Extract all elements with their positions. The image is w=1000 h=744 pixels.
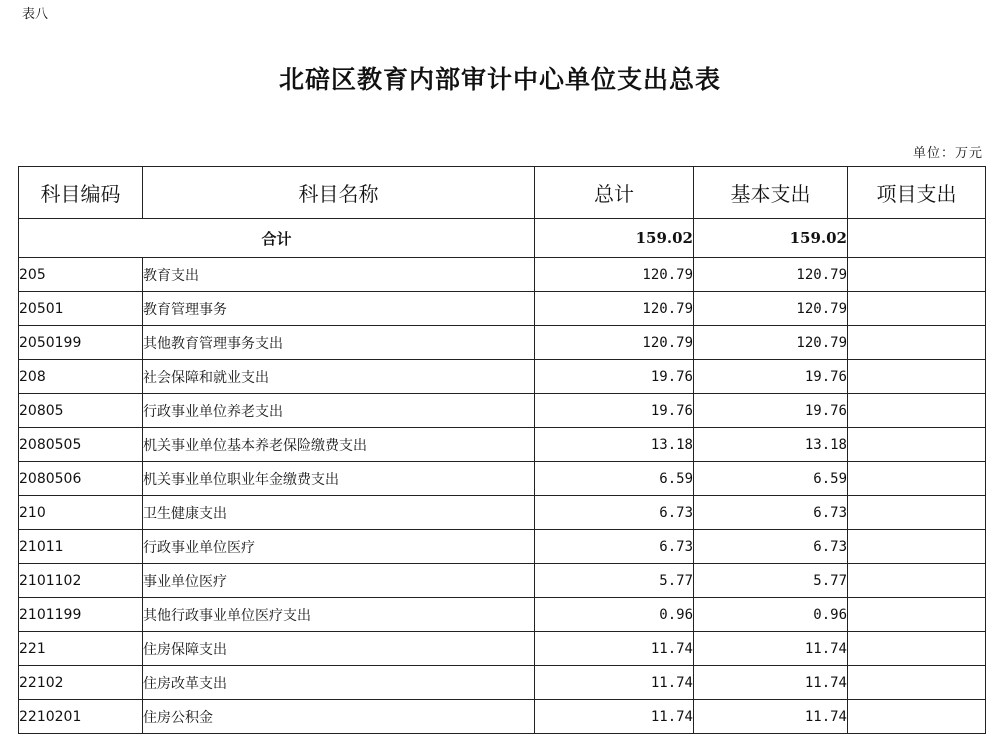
subject-code: 20501 [19,292,143,326]
project-amount [848,428,986,462]
table-row [19,360,986,394]
total-row [19,219,986,258]
total-amount: 13.18 [535,428,694,462]
project-amount [848,360,986,394]
basic-amount: 11.74 [694,666,848,700]
total-amount: 120.79 [535,292,694,326]
table-row [19,700,986,734]
total-amount: 11.74 [535,632,694,666]
subject-name: 行政事业单位医疗 [143,530,535,564]
total-amount: 120.79 [535,326,694,360]
subject-name: 其他教育管理事务支出 [143,326,535,360]
total-label: 合计 [19,219,535,258]
basic-amount: 6.59 [694,462,848,496]
table-row [19,428,986,462]
table-row [19,258,986,292]
table-row [19,292,986,326]
project-amount [848,292,986,326]
project-amount [848,462,986,496]
header-code: 科目编码 [19,167,143,219]
subject-name: 卫生健康支出 [143,496,535,530]
total-amount: 6.73 [535,530,694,564]
total-basic-value: 159.02 [694,219,848,258]
total-amount: 120.79 [535,258,694,292]
project-amount [848,632,986,666]
header-total: 总计 [535,167,694,219]
basic-amount: 11.74 [694,700,848,734]
total-amount: 6.73 [535,496,694,530]
page-title: 北碚区教育内部审计中心单位支出总表 [278,65,721,94]
header-name: 科目名称 [143,167,535,219]
table-row [19,326,986,360]
basic-amount: 6.73 [694,530,848,564]
table-row [19,530,986,564]
project-amount [848,598,986,632]
subject-name: 机关事业单位基本养老保险缴费支出 [143,428,535,462]
header-basic: 基本支出 [694,167,848,219]
subject-code: 208 [19,360,143,394]
subject-name: 住房保障支出 [143,632,535,666]
basic-amount: 120.79 [694,292,848,326]
basic-amount: 120.79 [694,258,848,292]
subject-code: 22102 [19,666,143,700]
total-amount: 6.59 [535,462,694,496]
header-row [19,167,986,219]
subject-code: 210 [19,496,143,530]
basic-amount: 19.76 [694,360,848,394]
project-amount [848,666,986,700]
total-amount: 5.77 [535,564,694,598]
table-number: 表八 [22,7,49,22]
unit-label: 单位：万元 [912,146,983,161]
subject-name: 机关事业单位职业年金缴费支出 [143,462,535,496]
subject-code: 2101102 [19,564,143,598]
subject-code: 2080505 [19,428,143,462]
subject-name: 社会保障和就业支出 [143,360,535,394]
project-amount [848,530,986,564]
table-row [19,564,986,598]
subject-code: 205 [19,258,143,292]
subject-name: 住房改革支出 [143,666,535,700]
basic-amount: 5.77 [694,564,848,598]
subject-code: 2210201 [19,700,143,734]
subject-name: 其他行政事业单位医疗支出 [143,598,535,632]
table-row [19,666,986,700]
project-amount [848,700,986,734]
project-amount [848,496,986,530]
expenditure-table [18,166,986,734]
basic-amount: 0.96 [694,598,848,632]
total-amount: 11.74 [535,700,694,734]
project-amount [848,326,986,360]
header-project: 项目支出 [848,167,986,219]
subject-name: 事业单位医疗 [143,564,535,598]
subject-code: 2050199 [19,326,143,360]
table-row [19,462,986,496]
table-row [19,496,986,530]
subject-code: 2101199 [19,598,143,632]
subject-code: 221 [19,632,143,666]
basic-amount: 13.18 [694,428,848,462]
total-amount: 19.76 [535,360,694,394]
table-row [19,632,986,666]
table-row [19,598,986,632]
basic-amount: 19.76 [694,394,848,428]
basic-amount: 120.79 [694,326,848,360]
total-value: 159.02 [535,219,694,258]
table-row [19,394,986,428]
project-amount [848,394,986,428]
project-amount [848,258,986,292]
subject-name: 教育支出 [143,258,535,292]
subject-name: 住房公积金 [143,700,535,734]
subject-code: 20805 [19,394,143,428]
subject-code: 21011 [19,530,143,564]
total-amount: 0.96 [535,598,694,632]
basic-amount: 6.73 [694,496,848,530]
total-amount: 19.76 [535,394,694,428]
subject-name: 教育管理事务 [143,292,535,326]
basic-amount: 11.74 [694,632,848,666]
total-project-value [848,219,986,258]
total-amount: 11.74 [535,666,694,700]
subject-code: 2080506 [19,462,143,496]
subject-name: 行政事业单位养老支出 [143,394,535,428]
project-amount [848,564,986,598]
